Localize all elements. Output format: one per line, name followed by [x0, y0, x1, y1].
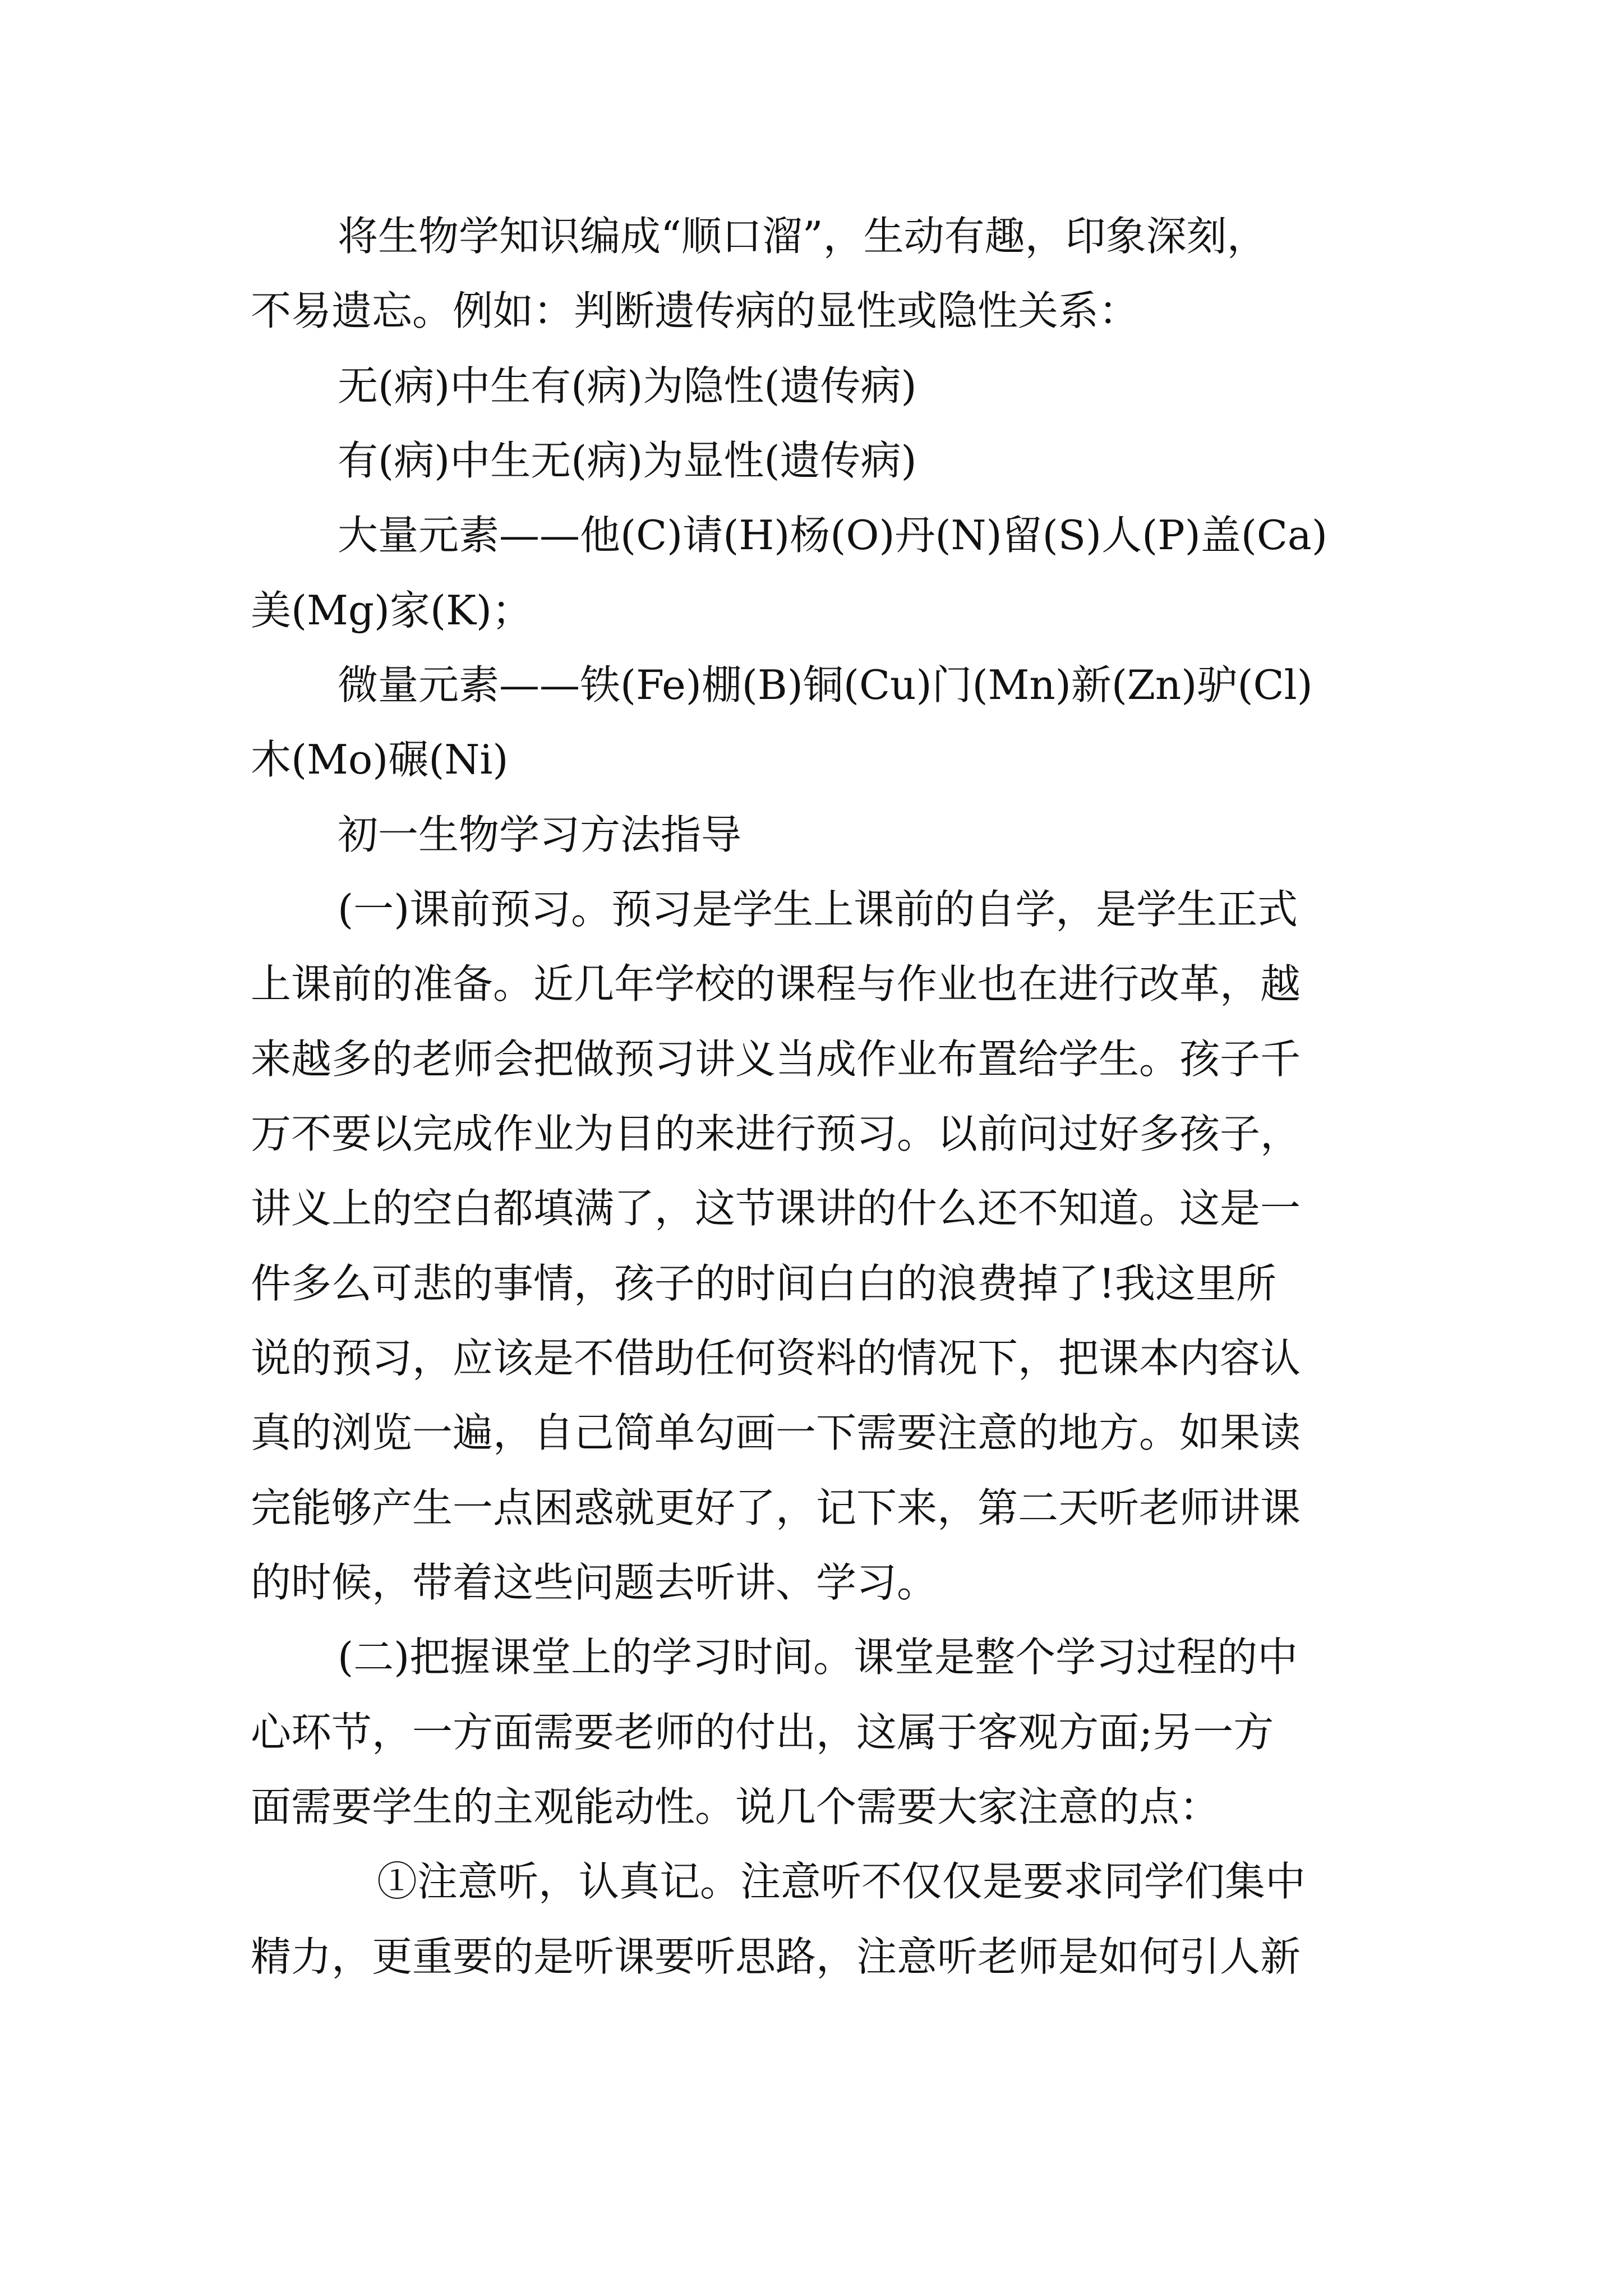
text-line: 木(Mo)碾(Ni): [251, 736, 509, 783]
text-line: 面需要学生的主观能动性。说几个需要大家注意的点：: [251, 1783, 1220, 1830]
text-line: 件多么可悲的事情，孩子的时间白白的浪费掉了!我这里所: [251, 1260, 1276, 1307]
text-line: 说的预习，应该是不借助任何资料的情况下，把课本内容认: [251, 1335, 1301, 1382]
text-line: 上课前的准备。近几年学校的课程与作业也在进行改革，越: [251, 960, 1301, 1007]
text-line: 完能够产生一点困惑就更好了，记下来，第二天听老师讲课: [251, 1484, 1301, 1531]
text-line: 将生物学知识编成“顺口溜”，生动有趣，印象深刻，: [338, 213, 1267, 260]
text-line: 有(病)中生无(病)为显性(遗传病): [338, 437, 917, 484]
text-line: 无(病)中生有(病)为隐性(遗传病): [338, 362, 917, 409]
text-line: 大量元素——他(C)请(H)杨(O)丹(N)留(S)人(P)盖(Ca): [338, 512, 1327, 559]
section-heading: 初一生物学习方法指导: [338, 811, 742, 858]
text-line: (二)把握课堂上的学习时间。课堂是整个学习过程的中: [338, 1634, 1298, 1681]
text-line: 真的浏览一遍，自己简单勾画一下需要注意的地方。如果读: [251, 1409, 1301, 1456]
text-line: 讲义上的空白都填满了，这节课讲的什么还不知道。这是一: [251, 1185, 1301, 1232]
text-line: 来越多的老师会把做预习讲义当成作业布置给学生。孩子千: [251, 1036, 1301, 1083]
text-line: (一)课前预习。预习是学生上课前的自学，是学生正式: [338, 886, 1298, 933]
text-line: 精力，更重要的是听课要听思路，注意听老师是如何引人新: [251, 1933, 1301, 1980]
text-line: 美(Mg)家(K)；: [251, 587, 532, 634]
text-line: 心环节，一方面需要老师的付出，这属于客观方面;另一方: [251, 1709, 1274, 1756]
text-line: 的时候，带着这些问题去听讲、学习。: [251, 1559, 938, 1606]
text-line: 不易遗忘。例如：判断遗传病的显性或隐性关系：: [251, 287, 1140, 334]
text-line: ①注意听，认真记。注意听不仅仅是要求同学们集中: [377, 1858, 1306, 1905]
text-line: 万不要以完成作业为目的来进行预习。以前问过好多孩子，: [251, 1110, 1301, 1157]
text-line: 微量元素——铁(Fe)棚(B)铜(Cu)门(Mn)新(Zn)驴(Cl): [338, 661, 1313, 708]
